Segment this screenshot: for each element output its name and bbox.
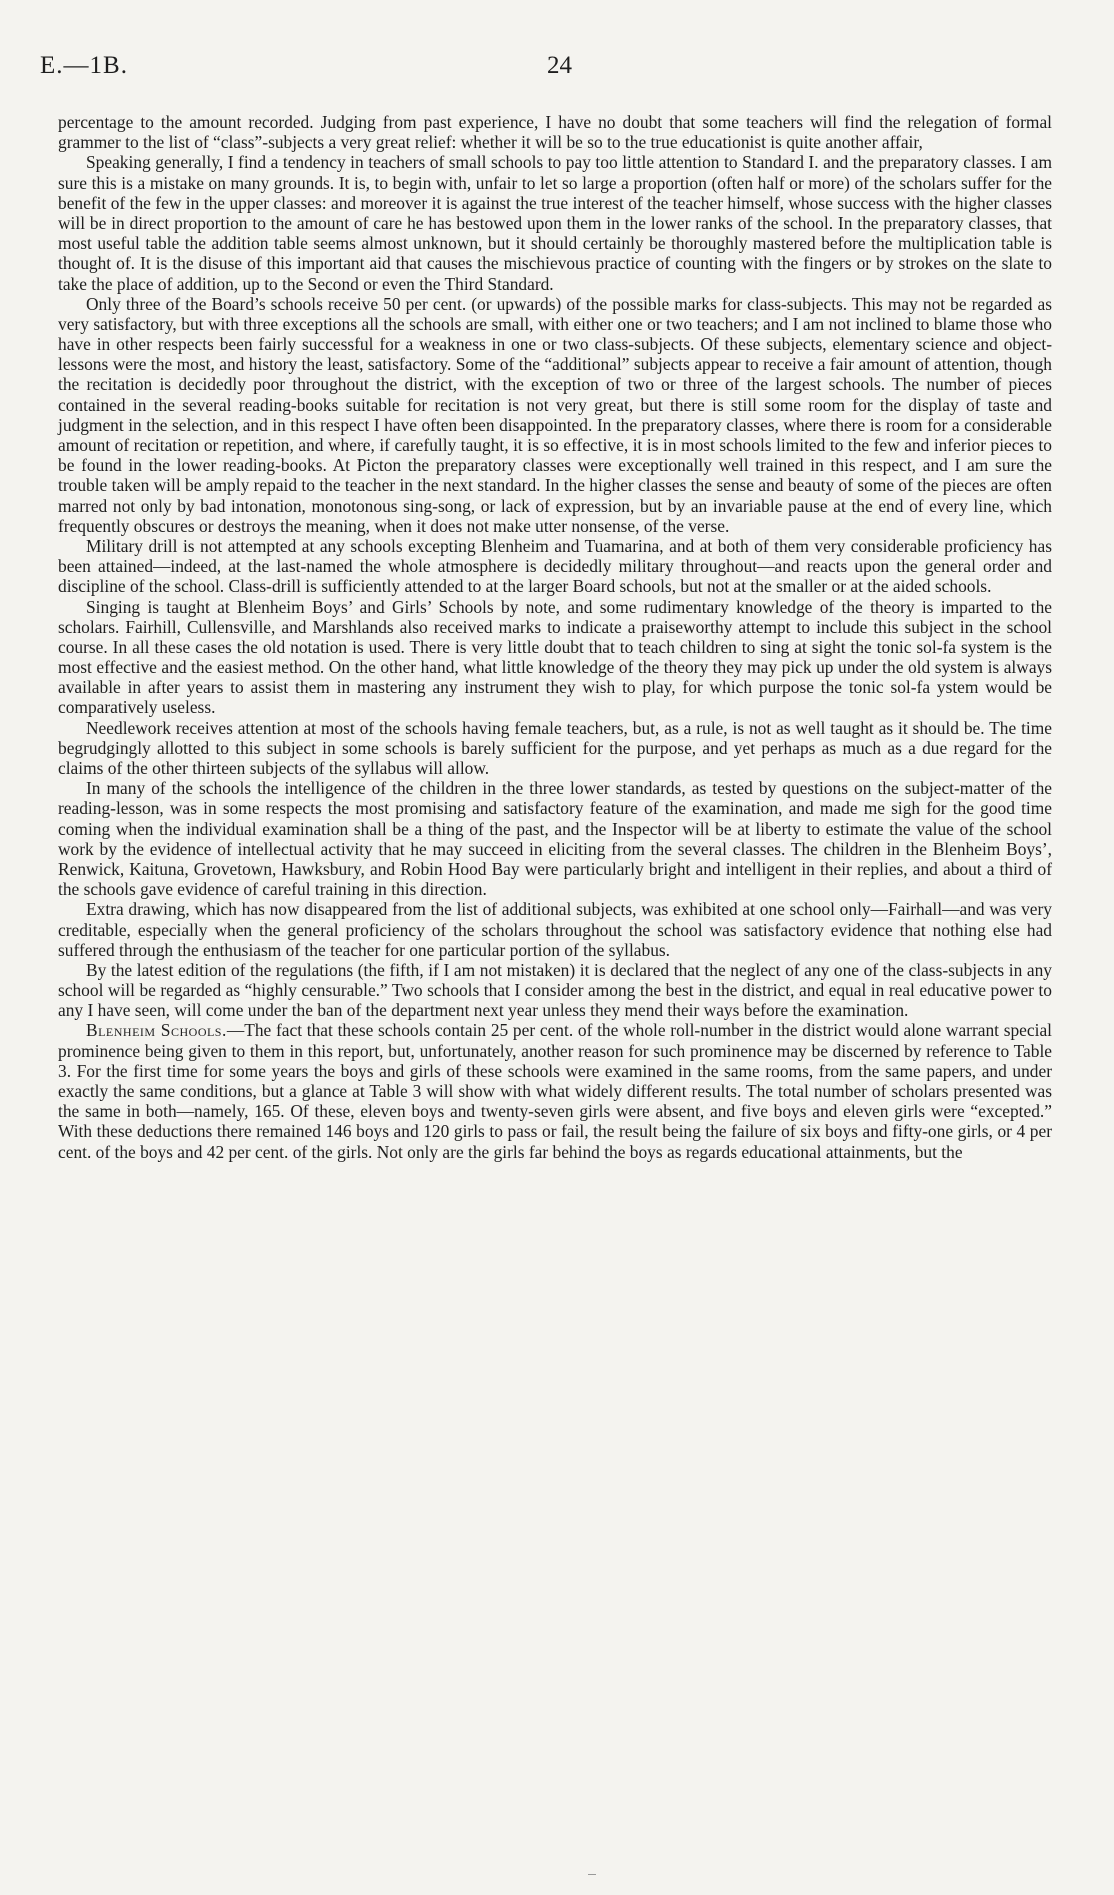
page-number: 24 <box>547 52 572 79</box>
page-header <box>40 52 1080 86</box>
blenheim-text: —The fact that these schools contain 25 per cent. of the whole roll-number in the district would alone warrant special prominence being given to them in this report, but, unfortunately, another reason for such prominence may be discerned by reference to Table 3. For the first time for some years the boys and girls of these schools were examined in the same rooms, from the same papers, and under exactly the same conditions, but a glance at Table 3 will show with what widely different results. The total number of scholars presented was the same in both—namely, 165. Of these, eleven boys and twenty-seven girls were absent, and five boys and eleven girls were “excepted.” With these deductions there remained 146 boys and 120 girls to pass or fail, the result being the failure of six boys and fifty-one girls, or 4 per cent. of the boys and 42 per cent. of the girls. Not only are the girls far behind the boys as regards educational attainments, but the <box>58 1020 1052 1162</box>
page-footer-mark <box>588 1874 596 1875</box>
paragraph-extra-drawing: Extra drawing, which has now disappeared from the list of additional subjects, was exhibited at one school only—Fairhall—and was very creditable, especially when the general proficiency of the scholars throughout the school was satisfactory evidence that nothing else had suffered through the enthusiasm of the teacher for one particular portion of the syllabus. <box>58 899 1052 960</box>
blenheim-heading: Blenheim Schools. <box>86 1020 227 1041</box>
paragraph-class-subjects: Only three of the Board’s schools receive 50 per cent. (or upwards) of the possible marks for class-subjects. This may not be regarded as very satisfactory, but with three exceptions all the schools are small, with either one or two teachers; and I am not inclined to blame those who have in other respects been fairly successful for a weakness in one or two class-subjects. Of these subjects, elementary science and object-lessons were the most, and history the least, satisfactory. Some of the “additional” subjects appear to receive a fair amount of attention, though the recitation is decidedly poor throughout the district, with the exception of two or three of the largest schools. The number of pieces contained in the several reading-books suitable for recitation is not very great, but there is still some room for the display of taste and judgment in the selection, and in this respect I have often been disappointed. In the preparatory classes, where there is room for a considerable amount of recitation or repetition, and where, if carefully taught, it is so effective, it is in most schools limited to the few and inferior pieces to be found in the lower reading-books. At Picton the preparatory classes were exceptionally well trained in this respect, and I am sure the trouble taken will be amply repaid to the teacher in the next standard. In the higher classes the sense and beauty of some of the pieces are often marred not only by bad intonation, monotonous sing-song, or lack of expression, but by an invariable pause at the end of every line, which frequently obscures or destroys the meaning, when it does not make utter nonsense, of the verse. <box>58 293 1052 536</box>
paragraph-singing: Singing is taught at Blenheim Boys’ and Girls’ Schools by note, and some rudimentary knowledge of the theory is imparted to the scholars. Fairhill, Cullensville, and Marshlands also received marks to indicate a praiseworthy attempt to include this subject in the school course. In all these cases the old notation is used. There is very little doubt that to teach children to sing at sight the tonic sol-fa system is the most effective and the easiest method. On the other hand, what little knowledge of the theory they may pick up under the old system is always available in after years to assist them in mastering any instrument they wish to play, for which purpose the tonic sol-fa ystem would be comparatively useless. <box>58 596 1052 718</box>
document-reference: E.—1B. <box>40 52 128 79</box>
paragraph-continuation: percentage to the amount recorded. Judging from past experience, I have no doubt that some teachers will find the relegation of formal grammer to the list of “class”-subjects a very great relief: whether it will be so to the true educationist is quite another affair, <box>58 112 1052 153</box>
paragraph-intelligence: In many of the schools the intelligence of the children in the three lower standards, as tested by questions on the subject-matter of the reading-lesson, was in some respects the most promising and satisfactory feature of the examination, and made me sigh for the good time coming when the individual examination shall be a thing of the past, and the Inspector will be at liberty to estimate the value of the school work by the evidence of intellectual activity that he may succeed in eliciting from the several classes. The children in the Blenheim Boys’, Renwick, Kaituna, Grovetown, Hawksbury, and Robin Hood Bay were particularly bright and intelligent in their replies, and about a third of the schools gave evidence of careful training in this direction. <box>58 778 1052 900</box>
body-text <box>58 112 1052 1162</box>
paragraph-standard-one: Speaking generally, I find a tendency in teachers of small schools to pay too little attention to Standard I. and the preparatory classes. I am sure this is a mistake on many grounds. It is, to begin with, unfair to let so large a proportion (often half or more) of the scholars suffer for the benefit of the few in the upper classes: and moreover it is against the true interest of the teacher himself, whose success with the higher classes will be in direct proportion to the amount of care he has bestowed upon them in the lower ranks of the school. In the preparatory classes, that most useful table the addition table seems almost unknown, but it should certainly be thoroughly mastered before the multiplication table is thought of. It is the disuse of this important aid that causes the mischievous practice of counting with the fingers or by strokes on the slate to take the place of addition, up to the Second or even the Third Standard. <box>58 152 1052 294</box>
paragraph-regulations: By the latest edition of the regulations (the fifth, if I am not mistaken) it is declared that the neglect of any one of the class-subjects in any school will be regarded as “highly censurable.” Two schools that I consider among the best in the district, and equal in real educative power to any I have seen, will come under the ban of the department next year unless they mend their ways before the examination. <box>58 959 1052 1021</box>
paragraph-blenheim-schools <box>58 1020 1052 1161</box>
paragraph-military-drill: Military drill is not attempted at any schools excepting Blenheim and Tuamarina, and at both of them very considerable proficiency has been attained—indeed, at the last-named the whole atmosphere is decidedly military throughout—and reacts upon the general order and discipline of the school. Class-drill is sufficiently attended to at the larger Board schools, but not at the smaller or at the aided schools. <box>58 535 1052 597</box>
paragraph-needlework: Needlework receives attention at most of the schools having female teachers, but, as a rule, is not as well taught as it should be. The time begrudgingly allotted to this subject in some schools is barely sufficient for the purpose, and yet perhaps as much as a due regard for the claims of the other thirteen subjects of the syllabus will allow. <box>58 717 1052 778</box>
